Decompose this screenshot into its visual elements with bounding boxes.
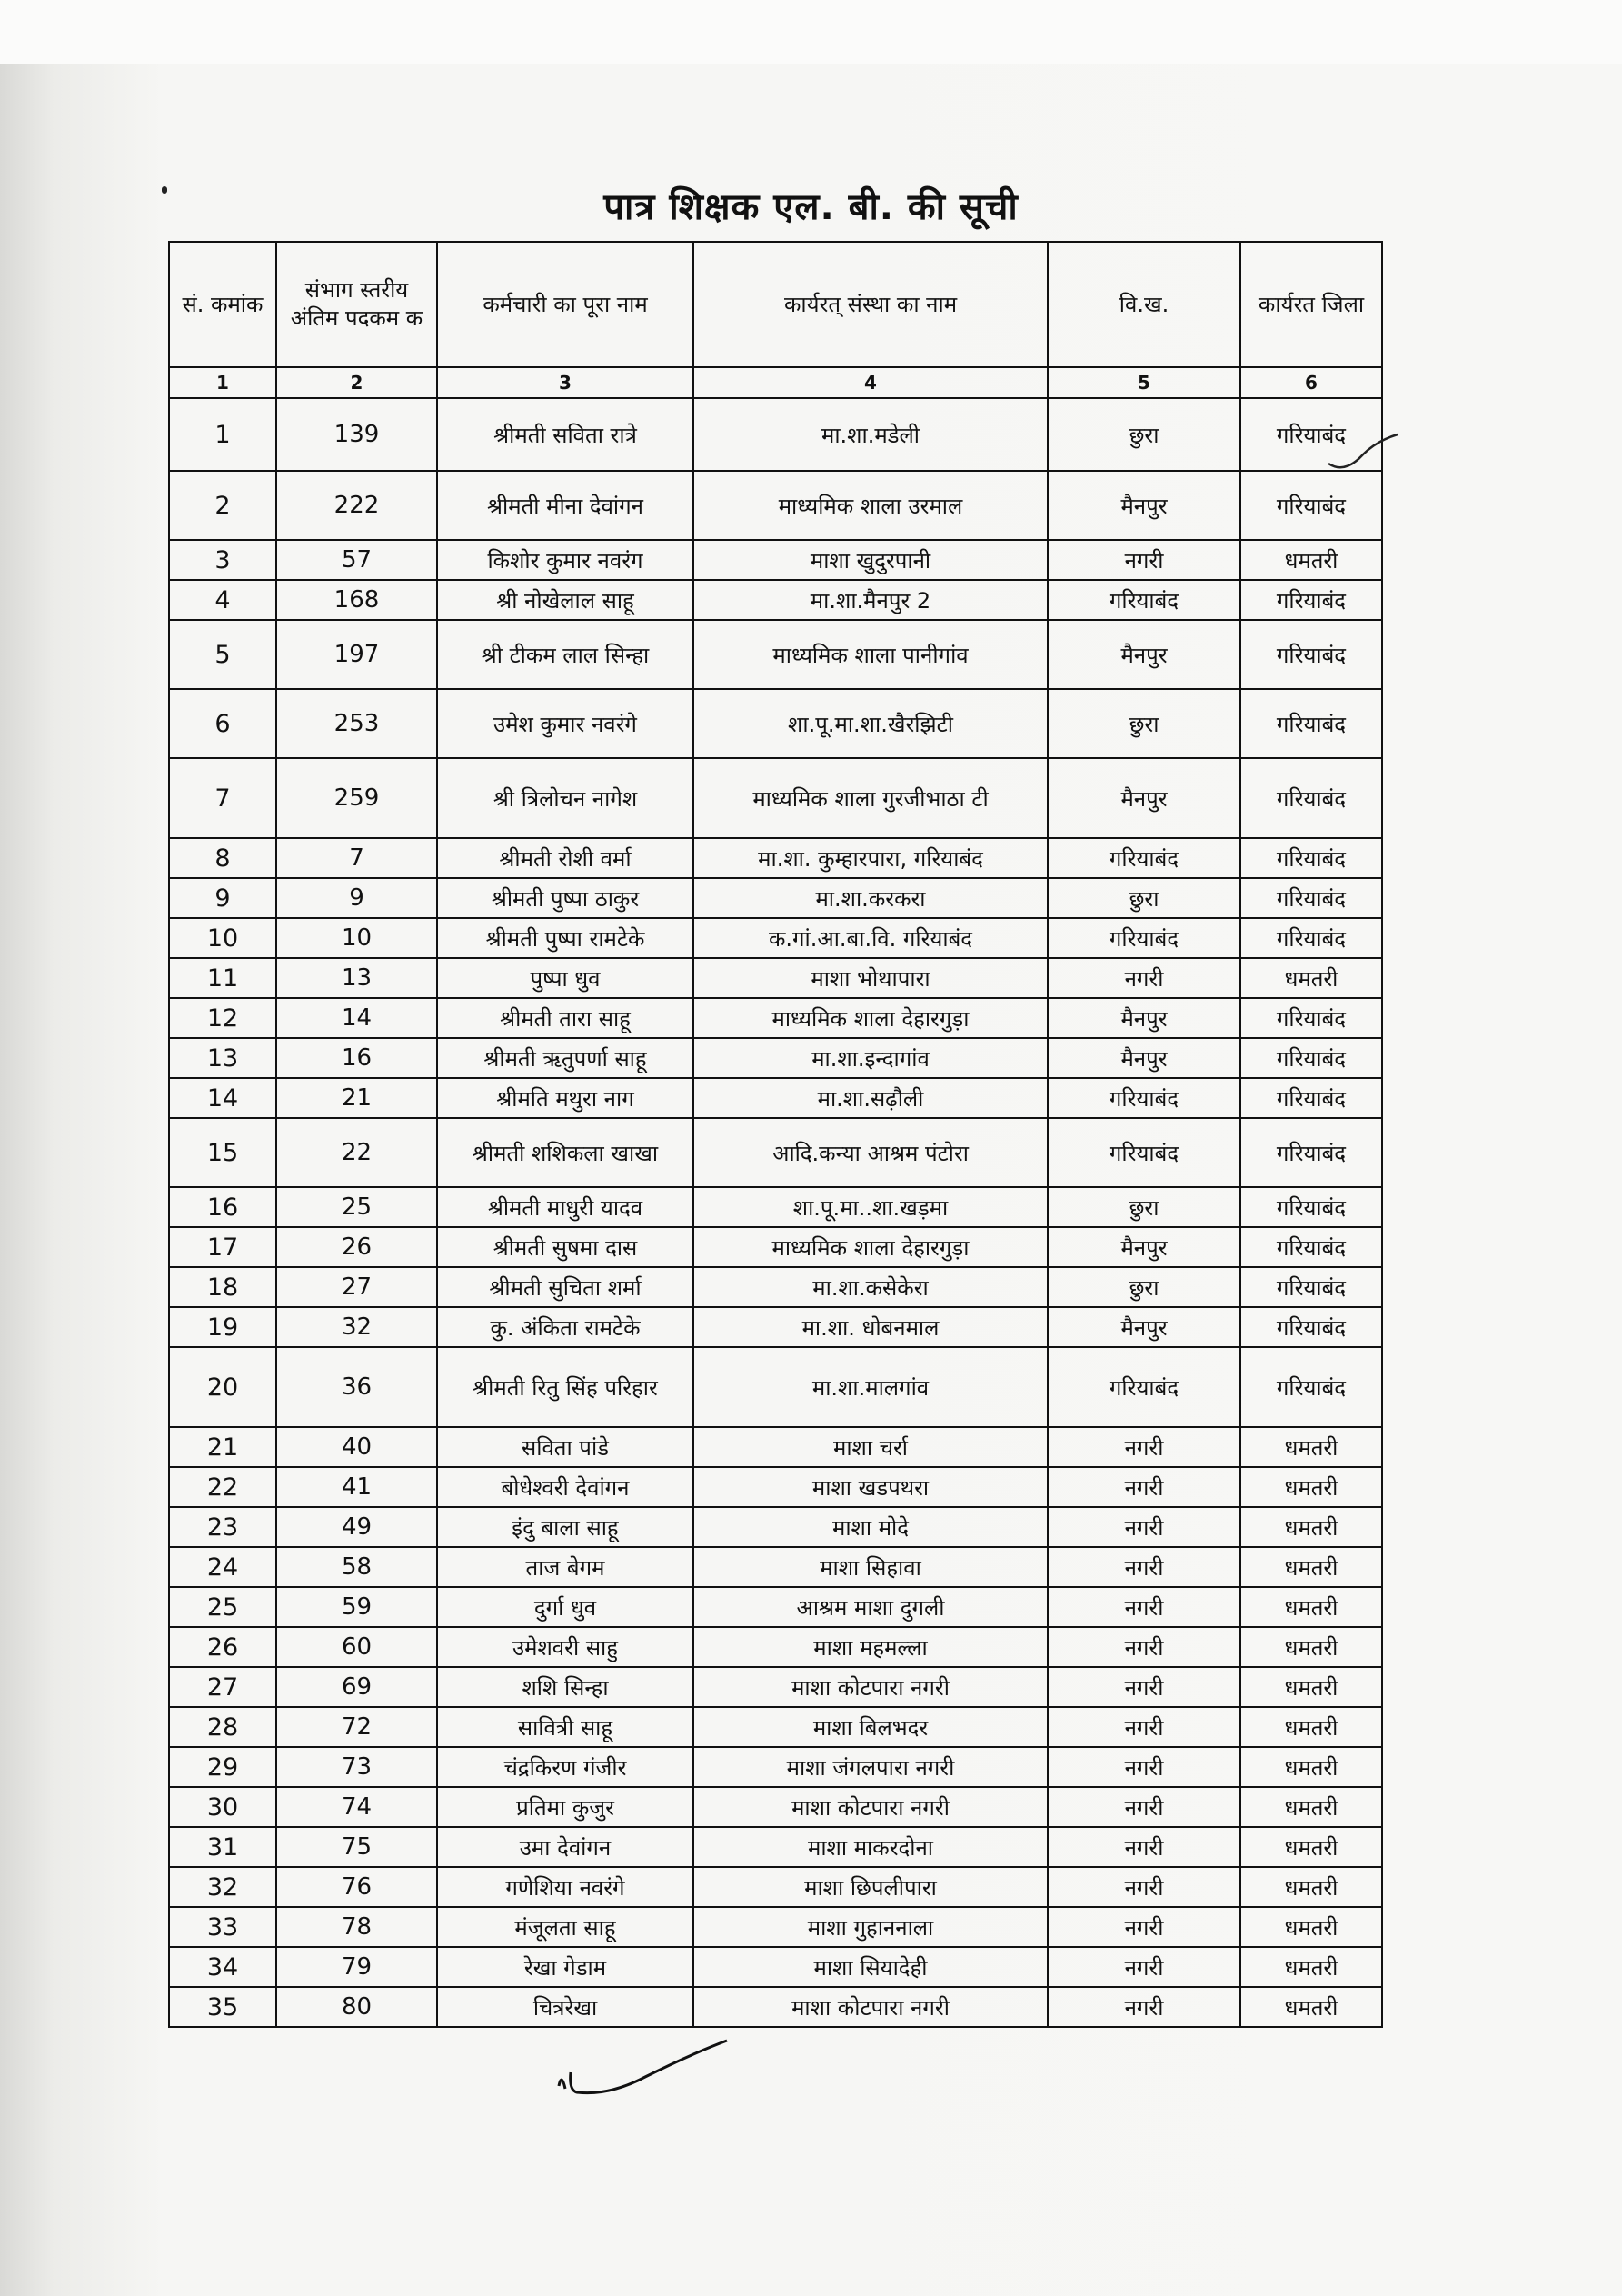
serial-cell: 3 [169,540,276,580]
serial-cell: 8 [169,838,276,878]
school-cell: माशा कोटपारा नगरी [693,1667,1048,1707]
rank-cell: 75 [276,1827,437,1867]
table-body [169,398,1382,2027]
name-cell: श्री त्रिलोचन नागेश [437,758,693,838]
district-cell: गरियाबंद [1240,918,1382,958]
district-cell: धमतरी [1240,1707,1382,1747]
block-cell: नगरी [1048,1587,1240,1627]
district-cell: गरियाबंद [1240,1307,1382,1347]
district-cell: धमतरी [1240,1627,1382,1667]
district-cell: गरियाबंद [1240,1038,1382,1078]
block-cell: गरियाबंद [1048,918,1240,958]
block-cell: छुरा [1048,1187,1240,1227]
school-cell: माशा सिहावा [693,1547,1048,1587]
table-row [169,1587,1382,1627]
district-cell: गरियाबंद [1240,689,1382,758]
school-cell: मा.शा. कुम्हारपारा, गरियाबंद [693,838,1048,878]
rank-cell: 27 [276,1267,437,1307]
district-cell: गरियाबंद [1240,398,1382,471]
serial-cell: 16 [169,1187,276,1227]
name-cell: उमा देवांगन [437,1827,693,1867]
table-row [169,1747,1382,1787]
serial-cell: 18 [169,1267,276,1307]
district-cell: गरियाबंद [1240,1227,1382,1267]
block-cell: नगरी [1048,1507,1240,1547]
name-cell: श्रीमती ऋतुपर्णा साहू [437,1038,693,1078]
name-cell: श्री नोखेलाल साहू [437,580,693,620]
block-cell: गरियाबंद [1048,580,1240,620]
serial-cell: 35 [169,1987,276,2027]
district-cell: धमतरी [1240,1747,1382,1787]
district-cell: धमतरी [1240,1667,1382,1707]
serial-cell: 24 [169,1547,276,1587]
district-cell: धमतरी [1240,1507,1382,1547]
district-cell: धमतरी [1240,1867,1382,1907]
rank-cell: 9 [276,878,437,918]
name-cell: प्रतिमा कुजुर [437,1787,693,1827]
table-row [169,689,1382,758]
rank-cell: 58 [276,1547,437,1587]
rank-cell: 80 [276,1987,437,2027]
serial-cell: 4 [169,580,276,620]
school-cell: माध्यमिक शाला पानीगांव [693,620,1048,689]
serial-cell: 28 [169,1707,276,1747]
block-cell: छुरा [1048,1267,1240,1307]
block-cell: गरियाबंद [1048,1118,1240,1187]
district-cell: गरियाबंद [1240,1118,1382,1187]
serial-cell: 12 [169,998,276,1038]
school-cell: शा.पू.मा.शा.खैरझिटी [693,689,1048,758]
district-cell: धमतरी [1240,540,1382,580]
school-cell: मा.शा.मैनपुर 2 [693,580,1048,620]
serial-cell: 2 [169,471,276,540]
rank-cell: 73 [276,1747,437,1787]
school-cell: मा.शा.कसेकेरा [693,1267,1048,1307]
block-cell: नगरी [1048,1827,1240,1867]
rank-cell: 69 [276,1667,437,1707]
name-cell: पुष्पा धुव [437,958,693,998]
table-row [169,1307,1382,1347]
rank-cell: 25 [276,1187,437,1227]
table-row [169,1078,1382,1118]
block-cell: नगरी [1048,1787,1240,1827]
name-cell: चित्ररेखा [437,1987,693,2027]
table-row [169,1787,1382,1827]
table-row [169,878,1382,918]
block-cell: नगरी [1048,1907,1240,1947]
name-cell: श्रीमती सविता रात्रे [437,398,693,471]
column-number-row [169,367,1382,398]
table-row [169,1118,1382,1187]
table-row [169,540,1382,580]
serial-cell: 30 [169,1787,276,1827]
school-cell: आश्रम माशा दुगली [693,1587,1048,1627]
table-row [169,1627,1382,1667]
block-cell: नगरी [1048,540,1240,580]
table-row [169,838,1382,878]
block-cell: मैनपुर [1048,1227,1240,1267]
district-cell: गरियाबंद [1240,1078,1382,1118]
school-cell: माध्यमिक शाला उरमाल [693,471,1048,540]
table-row [169,998,1382,1038]
block-cell: मैनपुर [1048,758,1240,838]
name-cell: उमेशवरी साहु [437,1627,693,1667]
name-cell: इंदु बाला साहू [437,1507,693,1547]
school-cell: माशा कोटपारा नगरी [693,1987,1048,2027]
name-cell: किशोर कुमार नवरंग [437,540,693,580]
block-cell: छुरा [1048,689,1240,758]
table-row [169,471,1382,540]
header-row [169,242,1382,367]
header-serial: सं. कमांक [169,242,276,367]
name-cell: कु. अंकिता रामटेके [437,1307,693,1347]
table-row [169,1467,1382,1507]
district-cell: धमतरी [1240,1547,1382,1587]
district-cell: गरियाबंद [1240,580,1382,620]
serial-cell: 20 [169,1347,276,1427]
rank-cell: 21 [276,1078,437,1118]
school-cell: माशा भोथापारा [693,958,1048,998]
school-cell: माशा छिपलीपारा [693,1867,1048,1907]
district-cell: धमतरी [1240,1827,1382,1867]
name-cell: मंजूलता साहू [437,1907,693,1947]
school-cell: मा.शा. धोबनमाल [693,1307,1048,1347]
page-top-edge [0,0,1622,64]
block-cell: गरियाबंद [1048,1078,1240,1118]
column-number: 1 [169,367,276,398]
school-cell: माशा महमल्ला [693,1627,1048,1667]
column-number: 4 [693,367,1048,398]
rank-cell: 22 [276,1118,437,1187]
name-cell: श्रीमती सुचिता शर्मा [437,1267,693,1307]
teacher-list-table [168,241,1383,2028]
table-row [169,1987,1382,2027]
rank-cell: 72 [276,1707,437,1747]
serial-cell: 33 [169,1907,276,1947]
table-row [169,1947,1382,1987]
school-cell: माशा सियादेही [693,1947,1048,1987]
block-cell: नगरी [1048,1747,1240,1787]
rank-cell: 49 [276,1507,437,1547]
rank-cell: 57 [276,540,437,580]
district-cell: धमतरी [1240,1467,1382,1507]
district-cell: गरियाबंद [1240,1347,1382,1427]
table-row [169,1547,1382,1587]
block-cell: मैनपुर [1048,1038,1240,1078]
name-cell: श्री टीकम लाल सिन्हा [437,620,693,689]
school-cell: माशा चर्रा [693,1427,1048,1467]
school-cell: माशा गुहाननाला [693,1907,1048,1947]
rank-cell: 7 [276,838,437,878]
block-cell: नगरी [1048,1867,1240,1907]
district-cell: गरियाबंद [1240,998,1382,1038]
block-cell: मैनपुर [1048,998,1240,1038]
serial-cell: 1 [169,398,276,471]
name-cell: सविता पांडे [437,1427,693,1467]
serial-cell: 34 [169,1947,276,1987]
table-row [169,1827,1382,1867]
school-cell: मा.शा.मडेली [693,398,1048,471]
block-cell: गरियाबंद [1048,1347,1240,1427]
table-row [169,1227,1382,1267]
table-row [169,918,1382,958]
block-cell: नगरी [1048,1467,1240,1507]
rank-cell: 26 [276,1227,437,1267]
tick-mark-icon [1327,427,1399,473]
district-cell: गरियाबंद [1240,838,1382,878]
serial-cell: 22 [169,1467,276,1507]
name-cell: श्रीमती मीना देवांगन [437,471,693,540]
serial-cell: 6 [169,689,276,758]
rank-cell: 168 [276,580,437,620]
school-cell: माध्यमिक शाला गुरजीभाठा टी [693,758,1048,838]
column-number: 2 [276,367,437,398]
school-cell: माशा खुदुरपानी [693,540,1048,580]
name-cell: चंद्रकिरण गंजीर [437,1747,693,1787]
column-number: 3 [437,367,693,398]
header-district: कार्यरत जिला [1240,242,1382,367]
school-cell: माध्यमिक शाला देहारगुड़ा [693,998,1048,1038]
serial-cell: 17 [169,1227,276,1267]
block-cell: नगरी [1048,1947,1240,1987]
block-cell: नगरी [1048,1987,1240,2027]
district-cell: गरियाबंद [1240,878,1382,918]
school-cell: मा.शा.करकरा [693,878,1048,918]
table-row [169,1707,1382,1747]
rank-cell: 78 [276,1907,437,1947]
serial-cell: 25 [169,1587,276,1627]
table-row [169,1907,1382,1947]
name-cell: श्रीमती शशिकला खाखा [437,1118,693,1187]
serial-cell: 31 [169,1827,276,1867]
district-cell: गरियाबंद [1240,758,1382,838]
district-cell: गरियाबंद [1240,620,1382,689]
rank-cell: 14 [276,998,437,1038]
rank-cell: 10 [276,918,437,958]
block-cell: नगरी [1048,1707,1240,1747]
page-title: पात्र शिक्षक एल. बी. की सूची [603,186,1019,228]
rank-cell: 259 [276,758,437,838]
block-cell: मैनपुर [1048,1307,1240,1347]
district-cell: धमतरी [1240,958,1382,998]
serial-cell: 5 [169,620,276,689]
rank-cell: 79 [276,1947,437,1987]
name-cell: श्रीमती रोशी वर्मा [437,838,693,878]
table-row [169,580,1382,620]
table-row [169,1187,1382,1227]
block-cell: नगरी [1048,1547,1240,1587]
table-row [169,758,1382,838]
table-row [169,1427,1382,1467]
rank-cell: 197 [276,620,437,689]
school-cell: माशा माकरदोना [693,1827,1048,1867]
name-cell: श्रीमती रितु सिंह परिहार [437,1347,693,1427]
rank-cell: 32 [276,1307,437,1347]
rank-cell: 40 [276,1427,437,1467]
rank-cell: 13 [276,958,437,998]
school-cell: माशा जंगलपारा नगरी [693,1747,1048,1787]
column-number: 6 [1240,367,1382,398]
serial-cell: 9 [169,878,276,918]
header-rank: संभाग स्तरीय अंतिम पदकम क [276,242,437,367]
name-cell: श्रीमती माधुरी यादव [437,1187,693,1227]
rank-cell: 36 [276,1347,437,1427]
name-cell: सावित्री साहू [437,1707,693,1747]
rank-cell: 253 [276,689,437,758]
block-cell: नगरी [1048,958,1240,998]
district-cell: गरियाबंद [1240,1267,1382,1307]
school-cell: मा.शा.सढ़ौली [693,1078,1048,1118]
block-cell: मैनपुर [1048,620,1240,689]
block-cell: नगरी [1048,1427,1240,1467]
serial-cell: 15 [169,1118,276,1187]
serial-cell: 10 [169,918,276,958]
block-cell: मैनपुर [1048,471,1240,540]
school-cell: मा.शा.इन्दागांव [693,1038,1048,1078]
table-row [169,620,1382,689]
serial-cell: 21 [169,1427,276,1467]
rank-cell: 222 [276,471,437,540]
school-cell: माध्यमिक शाला देहारगुड़ा [693,1227,1048,1267]
school-cell: शा.पू.मा..शा.खड़मा [693,1187,1048,1227]
serial-cell: 19 [169,1307,276,1347]
school-cell: मा.शा.मालगांव [693,1347,1048,1427]
block-cell: छुरा [1048,878,1240,918]
block-cell: गरियाबंद [1048,838,1240,878]
serial-cell: 27 [169,1667,276,1707]
block-cell: नगरी [1048,1627,1240,1667]
district-cell: धमतरी [1240,1427,1382,1467]
table-row [169,1038,1382,1078]
school-cell: आदि.कन्या आश्रम पंटोरा [693,1118,1048,1187]
name-cell: दुर्गा धुव [437,1587,693,1627]
serial-cell: 11 [169,958,276,998]
name-cell: रेखा गेडाम [437,1947,693,1987]
district-cell: धमतरी [1240,1907,1382,1947]
rank-cell: 139 [276,398,437,471]
name-cell: गणेशिया नवरंगे [437,1867,693,1907]
header-school: कार्यरत् संस्था का नाम [693,242,1048,367]
district-cell: धमतरी [1240,1587,1382,1627]
rank-cell: 16 [276,1038,437,1078]
serial-cell: 14 [169,1078,276,1118]
serial-cell: 32 [169,1867,276,1907]
header-name: कर्मचारी का पूरा नाम [437,242,693,367]
block-cell: छुरा [1048,398,1240,471]
name-cell: श्रीमति मथुरा नाग [437,1078,693,1118]
table-row [169,1507,1382,1547]
header-block: वि.ख. [1048,242,1240,367]
district-cell: गरियाबंद [1240,1187,1382,1227]
rank-cell: 41 [276,1467,437,1507]
school-cell: क.गां.आ.बा.वि. गरियाबंद [693,918,1048,958]
serial-cell: 23 [169,1507,276,1547]
column-number: 5 [1048,367,1240,398]
name-cell: श्रीमती तारा साहू [437,998,693,1038]
table-row [169,398,1382,471]
name-cell: श्रीमती पुष्पा रामटेके [437,918,693,958]
district-cell: गरियाबंद [1240,471,1382,540]
serial-cell: 7 [169,758,276,838]
rank-cell: 60 [276,1627,437,1667]
school-cell: माशा बिलभदर [693,1707,1048,1747]
table-row [169,1867,1382,1907]
table-row [169,1347,1382,1427]
table-row [169,1267,1382,1307]
table-row [169,958,1382,998]
serial-cell: 29 [169,1747,276,1787]
name-cell: उमेश कुमार नवरंगे [437,689,693,758]
name-cell: श्रीमती पुष्पा ठाकुर [437,878,693,918]
district-cell: धमतरी [1240,1947,1382,1987]
block-cell: नगरी [1048,1667,1240,1707]
rank-cell: 76 [276,1867,437,1907]
school-cell: माशा कोटपारा नगरी [693,1787,1048,1827]
signature-icon [554,2036,736,2109]
rank-cell: 74 [276,1787,437,1827]
rank-cell: 59 [276,1587,437,1627]
name-cell: शशि सिन्हा [437,1667,693,1707]
table-row [169,1667,1382,1707]
name-cell: श्रीमती सुषमा दास [437,1227,693,1267]
serial-cell: 13 [169,1038,276,1078]
district-cell: धमतरी [1240,1787,1382,1827]
name-cell: ताज बेगम [437,1547,693,1587]
district-cell: धमतरी [1240,1987,1382,2027]
name-cell: बोधेश्वरी देवांगन [437,1467,693,1507]
school-cell: माशा मोदे [693,1507,1048,1547]
school-cell: माशा खडपथरा [693,1467,1048,1507]
serial-cell: 26 [169,1627,276,1667]
